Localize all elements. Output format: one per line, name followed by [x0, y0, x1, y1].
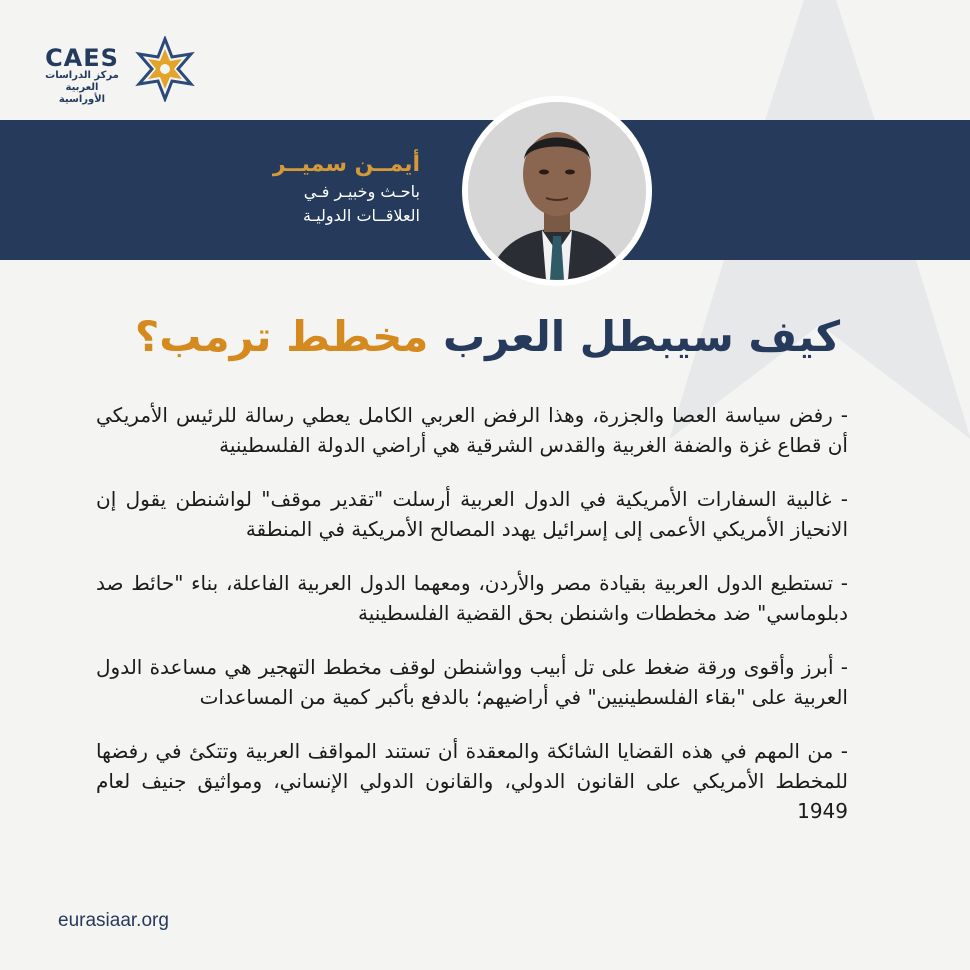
author-photo	[462, 96, 652, 286]
page-title	[80, 302, 840, 372]
title-accent: مخطط ترمب؟	[134, 312, 429, 361]
author-role-line1: باحـث وخبيـر فـي	[303, 182, 420, 201]
author-role-line2: العلاقــات الدوليـة	[302, 206, 420, 225]
logo-brand: CAES	[45, 44, 119, 72]
author-info	[250, 150, 420, 228]
paragraph-3: - تستطيع الدول العربية بقيادة مصر والأردن، ومعهما الدول العربية الفاعلة، بناء "حائط صد دبلوماسي" ضد مخططات واشنطن بحق القضية الفلسطينية	[96, 571, 848, 625]
logo-text	[44, 46, 120, 106]
paragraph-1: - رفض سياسة العصا والجزرة، وهذا الرفض العربي الكامل يعطي رسالة للرئيس الأمريكي أن قطاع غزة والضفة الغربية والقدس الشرقية هي أراضي الدولة الفلسطينية	[96, 403, 848, 457]
logo-arabic-line1: مركز الدراسات	[45, 70, 119, 81]
logo-arabic-line2: العربية الأوراسية	[58, 82, 106, 105]
footer-url: eurasiaar.org	[58, 910, 169, 931]
author-name: أيمــن سميــر	[272, 152, 420, 177]
paragraph-2: - غالبية السفارات الأمريكية في الدول العربية أرسلت "تقدير موقف" لواشنطن يقول إن الانحياز الأمريكي الأعمى إلى إسرائيل يهدد المصالح الأمريكية في المنطقة	[96, 487, 848, 541]
logo-star-icon	[132, 36, 198, 102]
paragraph-5: - من المهم في هذه القضايا الشائكة والمعقدة أن تستند المواقف العربية وتتكئ في رفضها للمخطط الأمريكي على القانون الدولي، والقانون الدولي الإنساني، ومواثيق جنيف لعام 1949	[96, 739, 848, 823]
paragraph-4: - أبرز وأقوى ورقة ضغط على تل أبيب وواشنطن لوقف مخطط التهجير هي مساعدة الدول العربية على "بقاء الفلسطينيين" في أراضيهم؛ بالدفع بأكبر كمية من المساعدات	[96, 655, 848, 709]
article-body	[96, 400, 848, 850]
caes-logo	[44, 36, 204, 104]
title-main: كيف سيبطل العرب	[442, 312, 840, 361]
author-photo-image	[468, 102, 646, 280]
